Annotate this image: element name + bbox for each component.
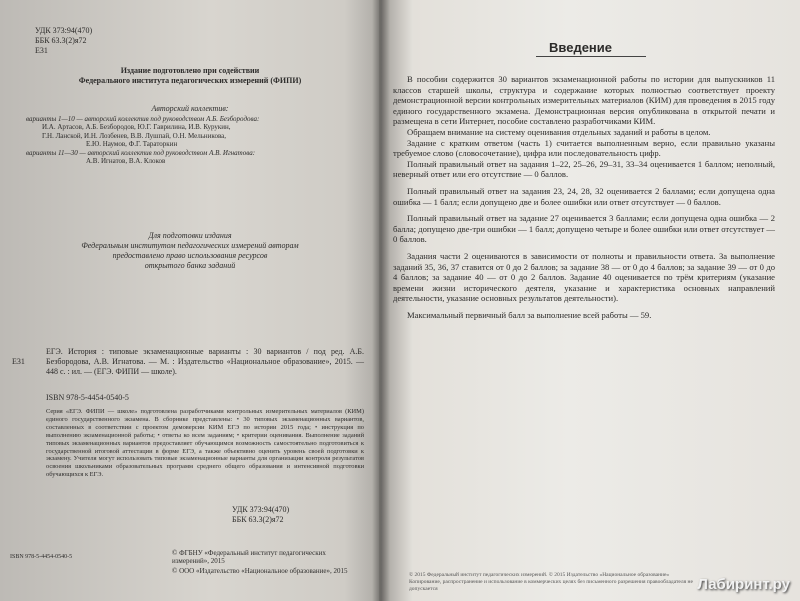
authors-heading: Авторский коллектив:	[151, 104, 229, 113]
isbn: ISBN 978-5-4454-0540-5	[46, 393, 129, 402]
annotation: Серия «ЕГЭ. ФИПИ — школе» подготовлена разработчиками контрольных измерительных материалов (КИМ) единого государственного экзамена. В сборнике представлены: • 30 типовых экзаменационных вариантов, составленных в соответствии с проектом демоверсии КИМ ЕГЭ по истории 2015 года; • инструкция по выполнению экзаменационной работы; • ответы ко всем заданиям; • критерии оценивания. Выполнение заданий типовых экзаменационных вариантов предоставляет обучающимся возможность самостоятельно подготовиться к государственной итоговой аттестации в форме ЕГЭ, а также объективно оценить уровень своей подготовки к экзамену. Учителя могут использовать типовые экзаменационные варианты для организации контроля результатов освоения школьниками образовательных программ среднего общего образования и интенсивной подготовки обучающихся к ЕГЭ.	[46, 408, 364, 479]
authors-block	[26, 115, 366, 165]
authors-line: варианты 1—10 — авторский коллектив под руководством А.Б. Безбородова:	[26, 115, 260, 123]
prepared-line-2: Федерального института педагогических измерений (ФИПИ)	[78, 76, 302, 85]
footer-line: Копирование, распространение и использование в коммерческих целях без письменного разрешения правообладателя не допускается	[409, 579, 693, 592]
authors-line: Г.Н. Ланской, И.Н. Лозбенев, В.В. Лушпай, О.Н. Мельникова,	[42, 131, 227, 140]
paragraph: Задания части 2 оцениваются в зависимости от полноты и правильности ответа. За выполнение заданий 35, 36, 37 ставится от 0 до 2 баллов; за задание 38 — от 0 до 4 баллов; за задание 39 — от 0 до 4 баллов; за задание 40 — от 0 до 2 баллов. Задание 40 оценивается по трём критериям (указание времени жизни исторического деятеля, указание и характеристика основных направлений деятельности, указание основных результатов деятельности).	[393, 250, 775, 304]
intro-body	[393, 74, 775, 320]
paragraph: Полный правильный ответ на задания 1–22, 25–26, 29–31, 33–34 оценивается 1 баллом; неполный, неверный ответ или его отсутствие — 0 баллов.	[393, 158, 775, 180]
paragraph: В пособии содержится 30 вариантов экзаменационной работы по истории для выпускников 11 классов старшей школы, структура и содержание которых полностью соответствует проекту демонстрационной версии контрольных измерительных материалов (КИМ) для проведения в 2015 году единого государственного экзамена. Демонстрационная версия опубликована в открытой печати и размещена в сети Интернет, пособие составлено разработчиками КИМ.	[393, 74, 775, 127]
paragraph: Задание с кратким ответом (часть 1) считается выполненным верно, если правильно указаны требуемое слово (словосочетание), цифра или последовательность цифр.	[393, 137, 775, 159]
paragraph: Максимальный первичный балл за выполнение всей работы — 59.	[407, 309, 652, 320]
biblio-code: Е31	[12, 357, 25, 366]
paragraph: Полный правильный ответ на задание 27 оценивается 3 баллами; если допущена одна ошибка — 2 балла; допущено две-три ошибки — 1 балл; допущено четыре и более ошибки или ответ отсутствует — 0 баллов.	[393, 213, 775, 245]
for-prep-line: Федеральным институтом педагогических измерений авторам	[81, 241, 299, 250]
bbk-code-bottom: ББК 63.3(2)я72	[232, 515, 284, 524]
biblio-record: ЕГЭ. История : типовые экзаменационные варианты : 30 вариантов / под ред. А.Б. Безбородова, А.В. Игнатова. — М. : Издательство «Национальное образование», 2015. — 448 с. : ил. — (ЕГЭ. ФИПИ — школе).	[46, 347, 364, 376]
authors-line: И.А. Артасов, А.Б. Безбородов, Ю.Г. Гаврилина, И.В. Курукин,	[42, 123, 231, 132]
bbk-code: ББК 63.3(2)я72	[35, 36, 87, 45]
paragraph: Обращаем внимание на систему оценивания отдельных заданий и работы в целом.	[407, 126, 711, 137]
authors-line: Е.Ю. Наумов, Ф.Г. Тараторкин	[86, 140, 178, 149]
authors-line: варианты 11—30 — авторский коллектив под руководством А.В. Игнатова:	[26, 148, 256, 157]
copyright-1: © ФГБНУ «Федеральный институт педагогических измерений», 2015	[172, 549, 326, 566]
page-title: Введение	[549, 40, 612, 55]
for-prep-block	[30, 231, 350, 271]
catalog-code: Е31	[35, 46, 48, 55]
site-watermark-logo: Лабиринт.ру	[697, 576, 790, 593]
paragraph: Полный правильный ответ на задания 23, 24, 28, 32 оценивается 2 баллами; если допущена одна ошибка — 1 балл; если допущено две и более ошибки или ответ отсутствует — 0 баллов.	[393, 185, 775, 207]
book-gutter	[372, 0, 390, 601]
for-prep-line: Для подготовки издания	[148, 231, 232, 240]
prepared-line-1: Издание подготовлено при содействии	[120, 66, 260, 75]
left-page	[0, 0, 383, 601]
copyright-2: © ООО «Издательство «Национальное образование», 2015	[172, 567, 348, 575]
udc-code-bottom: УДК 373:94(470)	[232, 505, 290, 514]
udc-code: УДК 373:94(470)	[35, 26, 93, 35]
for-prep-line: открытого банка заданий	[144, 261, 236, 270]
footer-copyright	[409, 572, 709, 593]
title-divider	[536, 56, 646, 57]
authors-line: А.В. Игнатов, В.А. Клоков	[86, 157, 166, 166]
isbn-bottom: ISBN 978-5-4454-0540-5	[10, 554, 73, 560]
for-prep-line: предоставлено право использования ресурсов	[112, 251, 268, 260]
right-page	[379, 0, 800, 601]
footer-line: © 2015 Федеральный институт педагогических измерений. © 2015 Издательство «Национальное образование»	[409, 572, 670, 578]
